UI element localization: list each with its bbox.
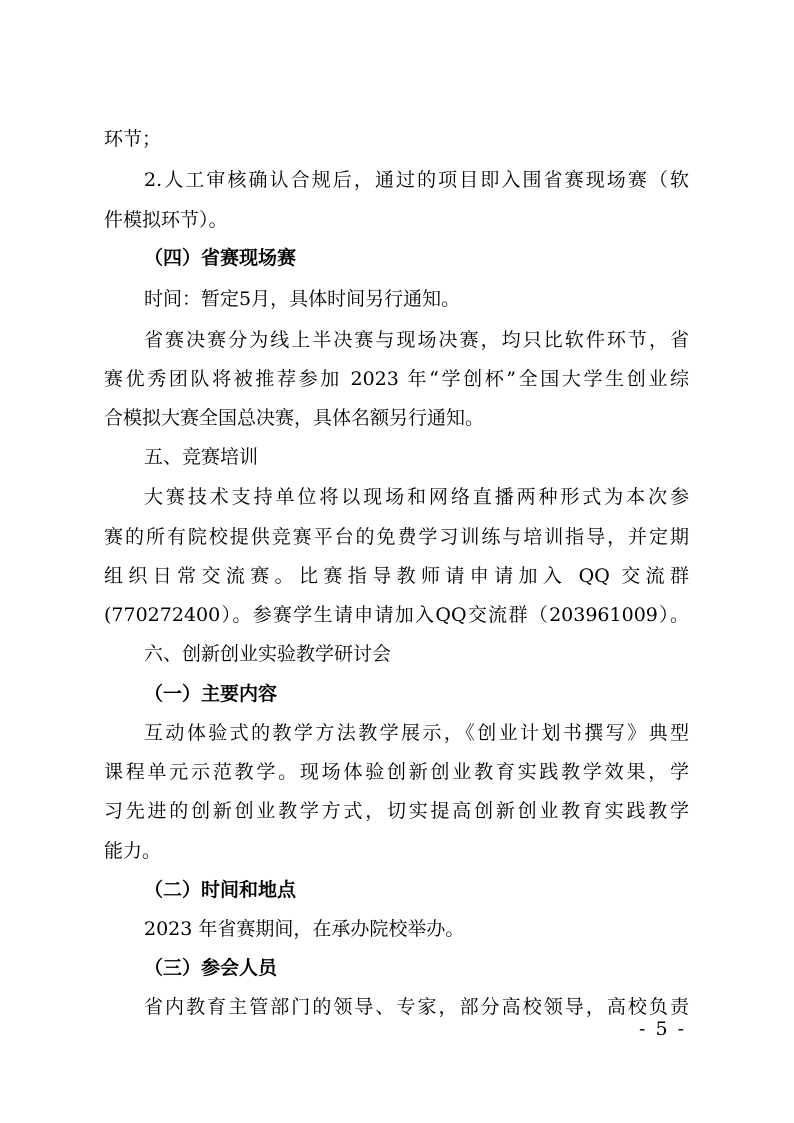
final-paragraph-line-1: 省赛决赛分为线上半决赛与现场决赛，均只比软件环节，省	[144, 329, 689, 351]
subsection-heading-2: （二）时间和地点	[144, 879, 297, 901]
training-line-4: (770272400）。参赛学生请申请加入QQ交流群（203961009）。	[104, 604, 689, 626]
content-line-3: 习先进的创新创业教学方式，切实提高创新创业教育实践教学	[104, 800, 689, 822]
subsection-heading-3: （三）参会人员	[144, 957, 278, 979]
content-line-4: 能力。	[104, 840, 162, 862]
paragraph-continuation: 环节；	[104, 128, 162, 150]
content-line-1: 互动体验式的教学方法教学展示，《创业计划书撰写》典型	[144, 722, 689, 744]
training-line-2: 赛的所有院校提供竞赛平台的免费学习训练与培训指导，并定期	[104, 526, 689, 548]
list-item-2: 2.人工审核确认合规后，通过的项目即入围省赛现场赛（软	[144, 169, 689, 191]
page-number: - 5 -	[638, 1018, 686, 1040]
training-line-3: 组织日常交流赛。比赛指导教师请申请加入 QQ 交流群	[104, 565, 689, 587]
attendees-line-1: 省内教育主管部门的领导、专家，部分高校领导，高校负责	[144, 996, 689, 1018]
section-heading-5: 五、竞赛培训	[144, 446, 259, 468]
section-heading-6: 六、创新创业实验教学研讨会	[144, 643, 392, 665]
content-line-2: 课程单元示范教学。现场体验创新创业教育实践教学效果，学	[104, 761, 689, 783]
list-item-2-cont: 件模拟环节）。	[104, 209, 228, 231]
subsection-heading-1: （一）主要内容	[144, 683, 278, 705]
training-line-1: 大赛技术支持单位将以现场和网络直播两种形式为本次参	[144, 486, 689, 508]
time-paragraph: 时间：暂定5月，具体时间另行通知。	[144, 288, 461, 310]
time-place-paragraph: 2023 年省赛期间，在承办院校举办。	[144, 918, 465, 940]
final-paragraph-line-3: 合模拟大赛全国总决赛，具体名额另行通知。	[104, 407, 485, 429]
final-paragraph-line-2: 赛优秀团队将被推荐参加 2023 年“学创杯”全国大学生创业综	[104, 368, 689, 390]
section-heading-4: （四）省赛现场赛	[144, 247, 297, 269]
